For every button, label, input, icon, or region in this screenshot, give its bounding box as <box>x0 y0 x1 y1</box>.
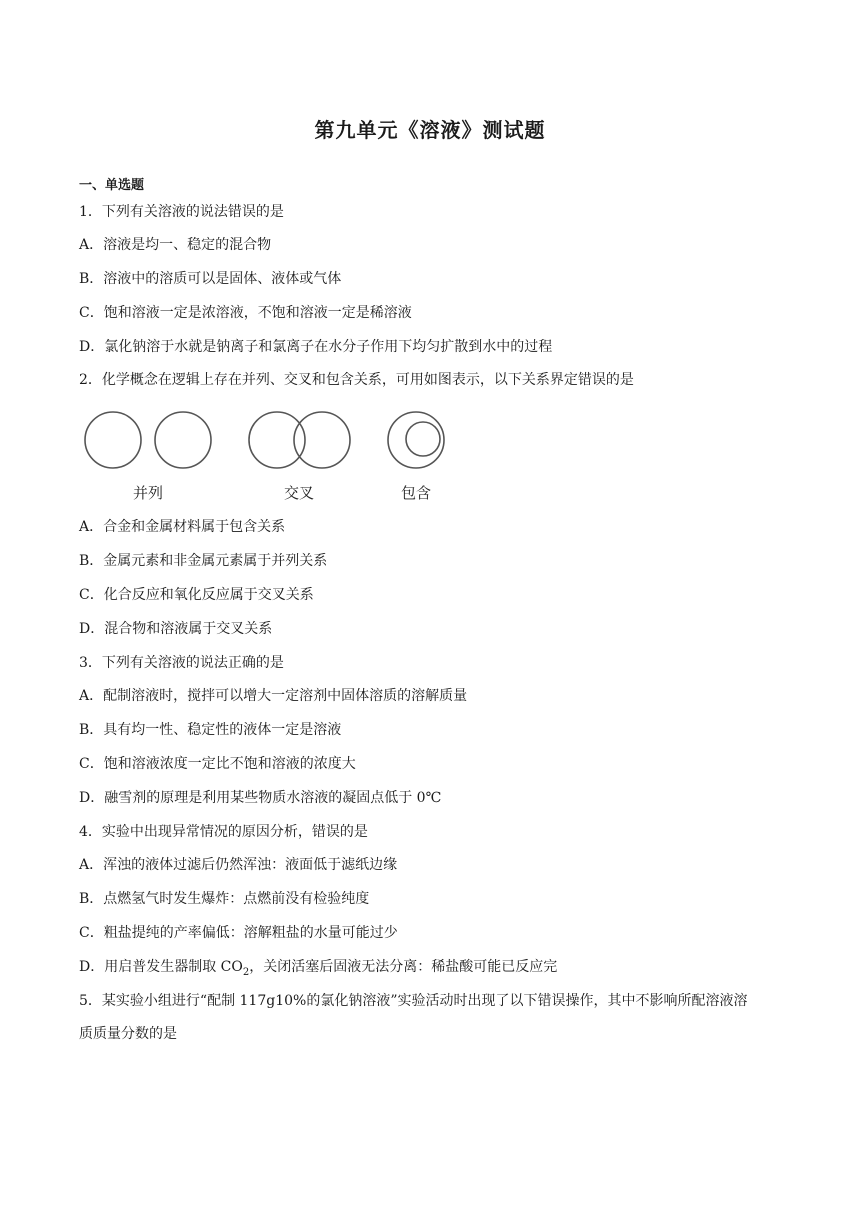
question-4-option-d-subscript: 2 <box>242 966 250 978</box>
question-5-stem-line-1: 5．某实验小组进行“配制 117g10%的氯化钠溶液”实验活动时出现了以下错误操作，其中不影响所配溶液溶 <box>79 993 748 1009</box>
question-2-option-d: D．混合物和溶液属于交叉关系 <box>79 621 273 637</box>
question-2-option-a: A．合金和金属材料属于包含关系 <box>79 519 286 535</box>
diagram-label-parallel: 并列 <box>132 484 164 502</box>
diagram-label-contain: 包含 <box>400 484 432 502</box>
question-2-option-c: C．化合反应和氧化反应属于交叉关系 <box>79 587 314 603</box>
question-5-stem-line-2: 质质量分数的是 <box>79 1026 177 1042</box>
page-title: 第九单元《溶液》测试题 <box>314 118 546 142</box>
section-heading: 一、单选题 <box>79 178 145 193</box>
relationship-diagram <box>79 402 459 506</box>
question-4-option-b: B．点燃氢气时发生爆炸：点燃前没有检验纯度 <box>79 891 370 907</box>
diagram-label-intersect: 交叉 <box>283 484 315 502</box>
question-1-option-b: B．溶液中的溶质可以是固体、液体或气体 <box>79 271 342 287</box>
question-3-option-c: C．饱和溶液浓度一定比不饱和溶液的浓度大 <box>79 756 356 772</box>
question-4-stem: 4．实验中出现异常情况的原因分析，错误的是 <box>79 824 368 840</box>
parallel-circle-left <box>85 412 141 468</box>
question-4-option-d-after: ，关闭活塞后固液无法分离：稀盐酸可能已反应完 <box>249 959 558 975</box>
intersect-circle-right <box>294 412 350 468</box>
question-3-option-d: D．融雪剂的原理是利用某些物质水溶液的凝固点低于 0℃ <box>79 790 442 806</box>
question-3-stem: 3．下列有关溶液的说法正确的是 <box>79 655 284 671</box>
intersect-circle-left <box>249 412 305 468</box>
question-4-option-a: A．浑浊的液体过滤后仍然浑浊：液面低于滤纸边缘 <box>79 857 398 873</box>
question-4-option-d-before: D．用启普发生器制取 CO <box>79 959 243 975</box>
question-1-stem: 1．下列有关溶液的说法错误的是 <box>79 204 284 220</box>
question-3-option-b: B．具有均一性、稳定性的液体一定是溶液 <box>79 722 342 738</box>
question-1-option-d: D．氯化钠溶于水就是钠离子和氯离子在水分子作用下均匀扩散到水中的过程 <box>79 339 553 355</box>
question-3-option-a: A．配制溶液时，搅拌可以增大一定溶剂中固体溶质的溶解质量 <box>79 688 468 704</box>
contain-circle-outer <box>388 412 444 468</box>
question-4-option-c: C．粗盐提纯的产率偏低：溶解粗盐的水量可能过少 <box>79 925 398 941</box>
question-4-option-d <box>79 958 557 982</box>
contain-circle-inner <box>406 422 440 456</box>
question-2-stem: 2．化学概念在逻辑上存在并列、交叉和包含关系，可用如图表示，以下关系界定错误的是 <box>79 372 634 388</box>
question-2-option-b: B．金属元素和非金属元素属于并列关系 <box>79 553 328 569</box>
question-1-option-c: C．饱和溶液一定是浓溶液，不饱和溶液一定是稀溶液 <box>79 305 412 321</box>
parallel-circle-right <box>155 412 211 468</box>
question-1-option-a: A．溶液是均一、稳定的混合物 <box>79 237 272 253</box>
